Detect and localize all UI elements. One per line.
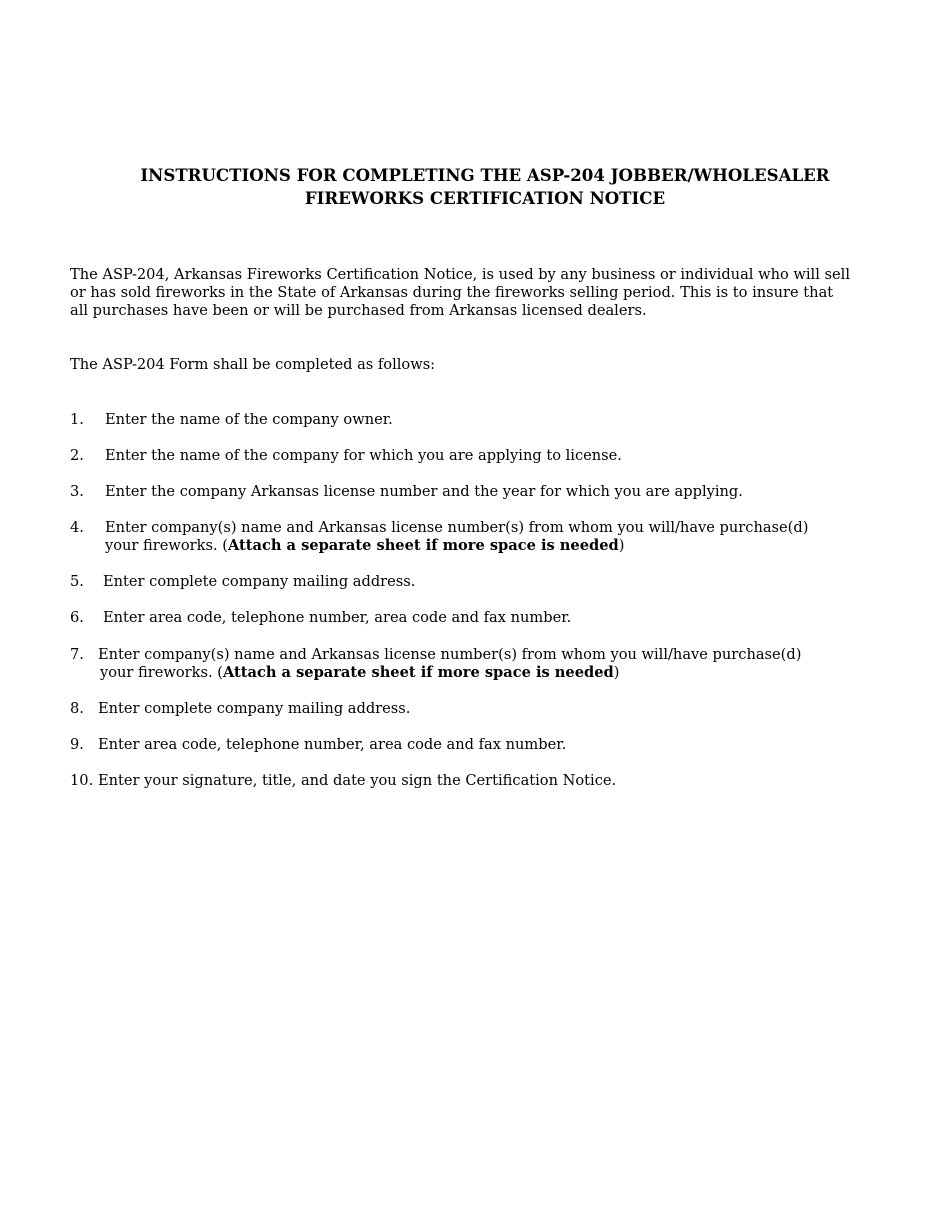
title-line-1: INSTRUCTIONS FOR COMPLETING THE ASP-204 JOBBER/WHOLESALER [140, 165, 830, 185]
item-text: Enter your signature, title, and date you sign the Certification Notice. [98, 772, 617, 789]
intro-line-3: all purchases have been or will be purchased from Arkansas licensed dealers. [70, 302, 647, 319]
item-text-continued: your fireworks. (Attach a separate sheet if more space is needed) [105, 537, 625, 554]
item-number: 5. [70, 573, 84, 590]
title-line-2: FIREWORKS CERTIFICATION NOTICE [304, 187, 666, 208]
item-number: 9. [70, 736, 84, 753]
intro-paragraph [70, 266, 885, 320]
item-text: Enter company(s) name and Arkansas license number(s) from whom you will/have purchase(d) [98, 646, 802, 663]
item-text: Enter company(s) name and Arkansas license number(s) from whom you will/have purchase(d) [105, 519, 809, 536]
item-text: Enter complete company mailing address. [98, 700, 411, 717]
attach-sheet-note: Attach a separate sheet if more space is needed [222, 664, 614, 681]
item-number: 1. [70, 411, 84, 428]
item-text: Enter area code, telephone number, area code and fax number. [98, 736, 567, 753]
item-text: Enter the company Arkansas license number and the year for which you are applying. [105, 483, 743, 500]
form-lead-in: The ASP-204 Form shall be completed as follows: [70, 356, 436, 373]
item-number: 3. [70, 483, 84, 500]
item-number: 7. [70, 646, 84, 663]
item-number: 4. [70, 519, 84, 536]
item-text: Enter complete company mailing address. [103, 573, 416, 590]
intro-line-1: The ASP-204, Arkansas Fireworks Certification Notice, is used by any business or individual who will sell [70, 266, 850, 283]
item-text: Enter the name of the company owner. [105, 411, 393, 428]
item-text-continued: your fireworks. (Attach a separate sheet if more space is needed) [100, 664, 620, 681]
item-number: 6. [70, 609, 84, 626]
item-number: 8. [70, 700, 84, 717]
item-number: 2. [70, 447, 84, 464]
page-title [70, 164, 900, 209]
item-number: 10. [70, 772, 94, 789]
intro-line-2: or has sold fireworks in the State of Arkansas during the fireworks selling period. This is to insure that [70, 284, 834, 301]
item-text: Enter area code, telephone number, area code and fax number. [103, 609, 572, 626]
item-text: Enter the name of the company for which you are applying to license. [105, 447, 622, 464]
attach-sheet-note: Attach a separate sheet if more space is needed [227, 537, 619, 554]
